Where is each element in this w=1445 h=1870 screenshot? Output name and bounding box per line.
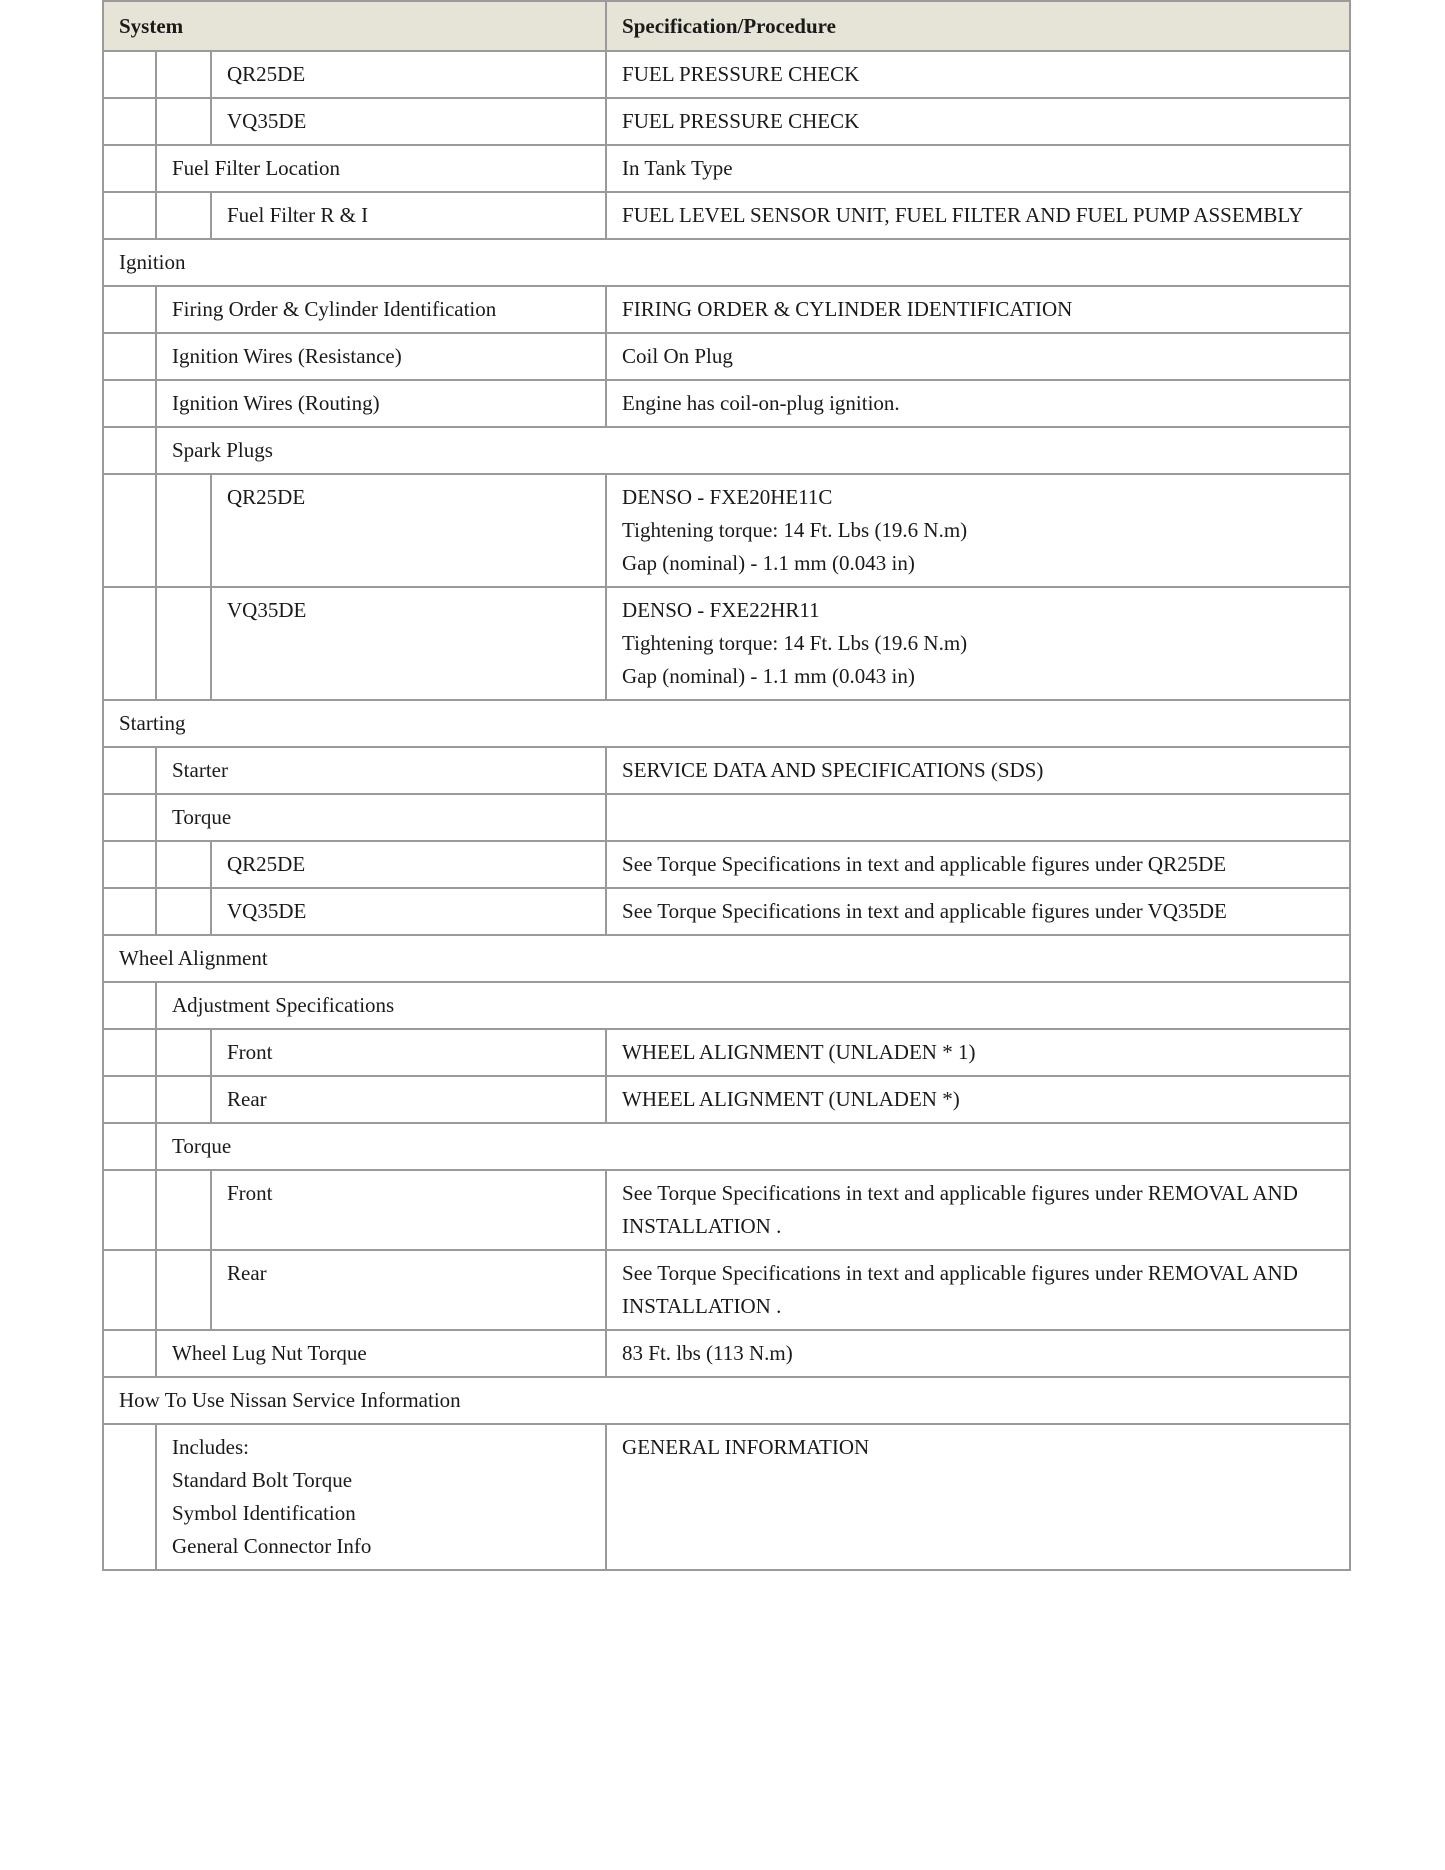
system-label: Starter — [156, 747, 606, 794]
indent-cell — [103, 333, 156, 380]
indent-cell — [103, 841, 156, 888]
specification-line: Tightening torque: 14 Ft. Lbs (19.6 N.m) — [622, 518, 968, 542]
section-label: Spark Plugs — [156, 427, 1350, 474]
specification-line: See Torque Specifications in text and applicable figures under REMOVAL AND — [622, 1261, 1298, 1285]
system-label: Wheel Lug Nut Torque — [156, 1330, 606, 1377]
specification-value — [606, 794, 1350, 841]
specification-value: GENERAL INFORMATION — [606, 1424, 1350, 1570]
indent-cell — [156, 1170, 211, 1250]
section-row — [103, 427, 1350, 474]
specification-value: Engine has coil-on-plug ignition. — [606, 380, 1350, 427]
specification-value: 83 Ft. lbs (113 N.m) — [606, 1330, 1350, 1377]
specification-line: DENSO - FXE20HE11C — [622, 485, 833, 509]
section-label: Adjustment Specifications — [156, 982, 1350, 1029]
section-label: How To Use Nissan Service Information — [103, 1377, 1350, 1424]
table-header-row — [103, 1, 1350, 51]
indent-cell — [103, 587, 156, 700]
specification-line: DENSO - FXE22HR11 — [622, 598, 820, 622]
indent-cell — [103, 98, 156, 145]
specification-value — [606, 474, 1350, 587]
specification-line: INSTALLATION . — [622, 1294, 782, 1318]
table-row — [103, 747, 1350, 794]
system-label: Fuel Filter Location — [156, 145, 606, 192]
indent-cell — [103, 427, 156, 474]
system-label: Firing Order & Cylinder Identification — [156, 286, 606, 333]
specification-value: Coil On Plug — [606, 333, 1350, 380]
header-system: System — [103, 1, 606, 51]
section-row — [103, 982, 1350, 1029]
indent-cell — [103, 474, 156, 587]
section-row — [103, 935, 1350, 982]
system-label: Front — [211, 1170, 606, 1250]
table-row — [103, 474, 1350, 587]
system-label — [156, 1424, 606, 1570]
table-row — [103, 1076, 1350, 1123]
indent-cell — [103, 747, 156, 794]
specification-line: See Torque Specifications in text and applicable figures under REMOVAL AND — [622, 1181, 1298, 1205]
indent-cell — [156, 841, 211, 888]
indent-cell — [156, 51, 211, 98]
indent-cell — [103, 1029, 156, 1076]
system-label-line: Standard Bolt Torque — [172, 1468, 353, 1492]
system-label: QR25DE — [211, 51, 606, 98]
system-label: VQ35DE — [211, 98, 606, 145]
table-row — [103, 587, 1350, 700]
table-row — [103, 145, 1350, 192]
table-row — [103, 1029, 1350, 1076]
table-body — [103, 51, 1350, 1570]
system-label-line: General Connector Info — [172, 1534, 372, 1558]
system-label: Front — [211, 1029, 606, 1076]
header-specification: Specification/Procedure — [606, 1, 1350, 51]
indent-cell — [103, 1170, 156, 1250]
indent-cell — [103, 192, 156, 239]
specification-value: FIRING ORDER & CYLINDER IDENTIFICATION — [606, 286, 1350, 333]
system-label: Ignition Wires (Routing) — [156, 380, 606, 427]
indent-cell — [103, 794, 156, 841]
specification-value: FUEL PRESSURE CHECK — [606, 51, 1350, 98]
table-row — [103, 1424, 1350, 1570]
specification-line: Gap (nominal) - 1.1 mm (0.043 in) — [622, 664, 915, 688]
system-label-line: Includes: — [172, 1435, 249, 1459]
table-row — [103, 888, 1350, 935]
system-label: QR25DE — [211, 474, 606, 587]
specification-value: WHEEL ALIGNMENT (UNLADEN *) — [606, 1076, 1350, 1123]
section-row — [103, 1377, 1350, 1424]
indent-cell — [103, 888, 156, 935]
section-label: Wheel Alignment — [103, 935, 1350, 982]
specification-value: FUEL PRESSURE CHECK — [606, 98, 1350, 145]
indent-cell — [156, 474, 211, 587]
system-label: Torque — [156, 794, 606, 841]
indent-cell — [103, 1123, 156, 1170]
system-label-line: Symbol Identification — [172, 1501, 356, 1525]
specification-line: INSTALLATION . — [622, 1214, 782, 1238]
table-row — [103, 98, 1350, 145]
section-row — [103, 1123, 1350, 1170]
indent-cell — [103, 51, 156, 98]
section-label: Torque — [156, 1123, 1350, 1170]
indent-cell — [156, 98, 211, 145]
specification-value: See Torque Specifications in text and applicable figures under QR25DE — [606, 841, 1350, 888]
section-row — [103, 239, 1350, 286]
indent-cell — [156, 1029, 211, 1076]
specification-line: Tightening torque: 14 Ft. Lbs (19.6 N.m) — [622, 631, 968, 655]
specification-value — [606, 1170, 1350, 1250]
indent-cell — [103, 145, 156, 192]
section-label: Ignition — [103, 239, 1350, 286]
system-label: QR25DE — [211, 841, 606, 888]
indent-cell — [103, 1076, 156, 1123]
indent-cell — [103, 1330, 156, 1377]
system-label: VQ35DE — [211, 888, 606, 935]
table-row — [103, 380, 1350, 427]
indent-cell — [156, 1250, 211, 1330]
indent-cell — [103, 1424, 156, 1570]
system-label: Rear — [211, 1250, 606, 1330]
indent-cell — [156, 587, 211, 700]
table-row — [103, 1330, 1350, 1377]
indent-cell — [156, 888, 211, 935]
indent-cell — [156, 1076, 211, 1123]
specification-table — [102, 0, 1351, 1571]
table-row — [103, 794, 1350, 841]
system-label: Fuel Filter R & I — [211, 192, 606, 239]
table-row — [103, 286, 1350, 333]
section-row — [103, 700, 1350, 747]
system-label: Ignition Wires (Resistance) — [156, 333, 606, 380]
table-row — [103, 1250, 1350, 1330]
indent-cell — [103, 982, 156, 1029]
indent-cell — [103, 286, 156, 333]
specification-value — [606, 587, 1350, 700]
table-row — [103, 333, 1350, 380]
table-row — [103, 51, 1350, 98]
indent-cell — [156, 192, 211, 239]
specification-line: Gap (nominal) - 1.1 mm (0.043 in) — [622, 551, 915, 575]
system-label: Rear — [211, 1076, 606, 1123]
specification-value: SERVICE DATA AND SPECIFICATIONS (SDS) — [606, 747, 1350, 794]
table-row — [103, 1170, 1350, 1250]
indent-cell — [103, 1250, 156, 1330]
specification-value: See Torque Specifications in text and applicable figures under VQ35DE — [606, 888, 1350, 935]
table-row — [103, 192, 1350, 239]
system-label: VQ35DE — [211, 587, 606, 700]
section-label: Starting — [103, 700, 1350, 747]
specification-value: WHEEL ALIGNMENT (UNLADEN * 1) — [606, 1029, 1350, 1076]
indent-cell — [103, 380, 156, 427]
specification-value: In Tank Type — [606, 145, 1350, 192]
specification-value: FUEL LEVEL SENSOR UNIT, FUEL FILTER AND FUEL PUMP ASSEMBLY — [606, 192, 1350, 239]
table-row — [103, 841, 1350, 888]
specification-value — [606, 1250, 1350, 1330]
